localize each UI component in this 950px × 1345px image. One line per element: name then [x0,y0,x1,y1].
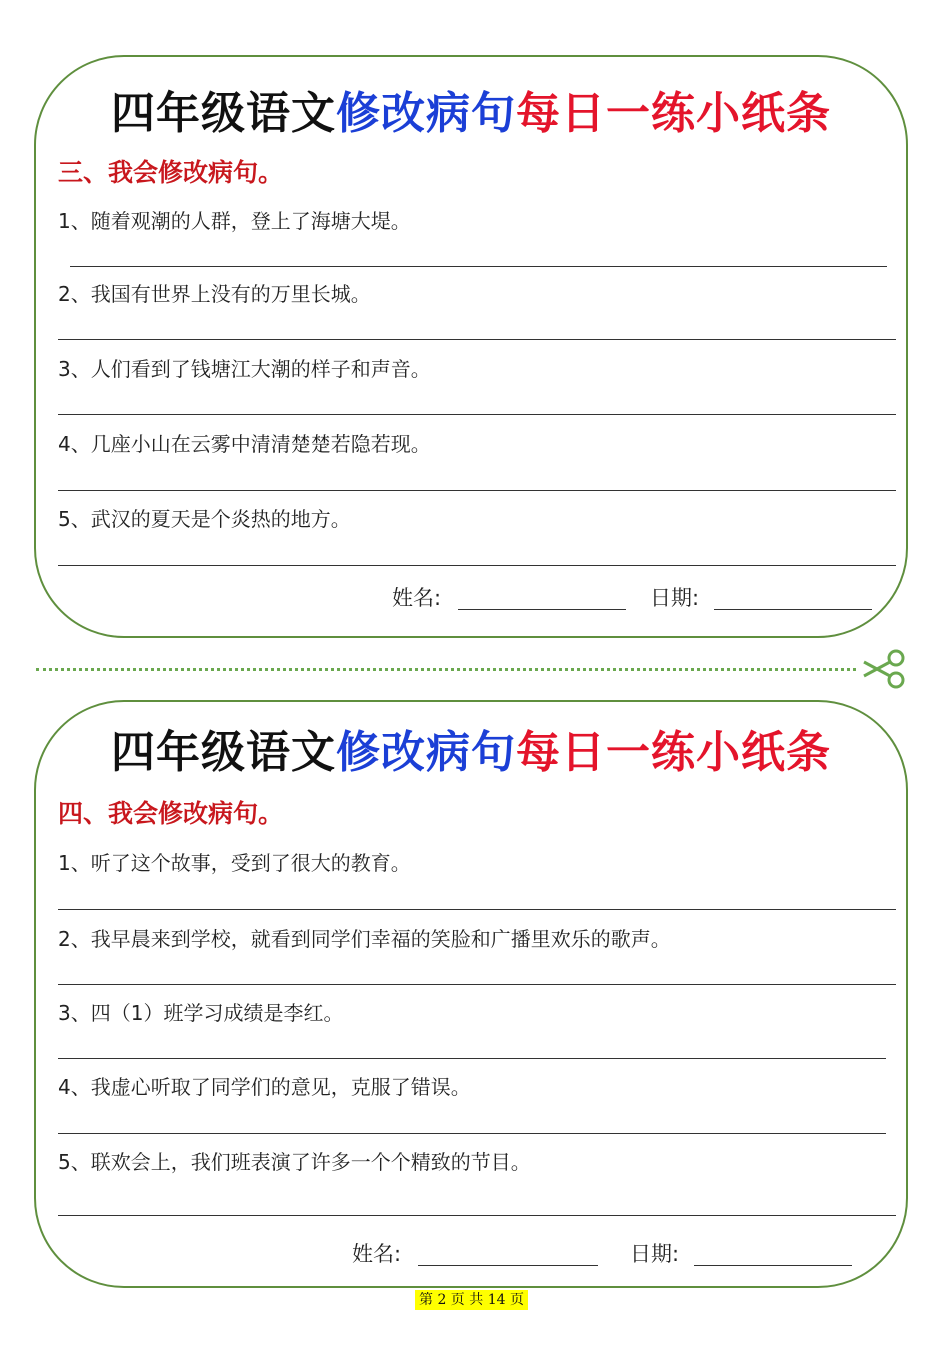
title-part-daily: 每日一练小纸条 [516,88,831,139]
date-label: 日期: [630,1242,680,1266]
card-title [36,77,906,141]
worksheet-card-1 [34,55,908,638]
question-3: 3、四（1）班学习成绩是李红。 [58,1001,344,1025]
answer-line-4[interactable] [58,490,896,491]
section-heading: 四、我会修改病句。 [58,799,284,828]
answer-line-4[interactable] [58,1133,886,1134]
answer-line-2[interactable] [58,339,896,340]
title-part-topic: 修改病句 [336,727,516,778]
answer-line-3[interactable] [58,1058,886,1059]
date-field[interactable] [694,1265,852,1266]
name-label: 姓名: [352,1242,402,1266]
date-label: 日期: [650,586,700,610]
answer-line-5[interactable] [58,1215,896,1216]
answer-line-3[interactable] [58,414,896,415]
question-4: 4、我虚心听取了同学们的意见，克服了错误。 [58,1075,471,1099]
question-2: 2、我早晨来到学校，就看到同学们幸福的笑脸和广播里欢乐的歌声。 [58,927,671,951]
question-2: 2、我国有世界上没有的万里长城。 [58,282,371,306]
title-part-grade: 四年级语文 [111,88,336,139]
question-4: 4、几座小山在云雾中清清楚楚若隐若现。 [58,432,431,456]
answer-line-5[interactable] [58,565,896,566]
title-part-grade: 四年级语文 [111,727,336,778]
name-field[interactable] [458,609,626,610]
card-title [36,716,906,780]
worksheet-card-2 [34,700,908,1288]
answer-line-1[interactable] [70,266,887,267]
title-part-daily: 每日一练小纸条 [516,727,831,778]
answer-line-2[interactable] [58,984,896,985]
name-field[interactable] [418,1265,598,1266]
date-field[interactable] [714,609,872,610]
title-part-topic: 修改病句 [336,88,516,139]
question-3: 3、人们看到了钱塘江大潮的样子和声音。 [58,357,431,381]
scissors-icon [858,645,908,693]
question-5: 5、联欢会上，我们班表演了许多一个个精致的节目。 [58,1150,531,1174]
question-5: 5、武汉的夏天是个炎热的地方。 [58,507,351,531]
answer-line-1[interactable] [58,909,896,910]
section-heading: 三、我会修改病句。 [58,158,284,187]
question-1: 1、听了这个故事，受到了很大的教育。 [58,851,411,875]
page-indicator: 第 2 页 共 14 页 [415,1290,528,1310]
question-1: 1、随着观潮的人群，登上了海塘大堤。 [58,209,411,233]
cut-line [36,668,856,671]
name-label: 姓名: [392,586,442,610]
